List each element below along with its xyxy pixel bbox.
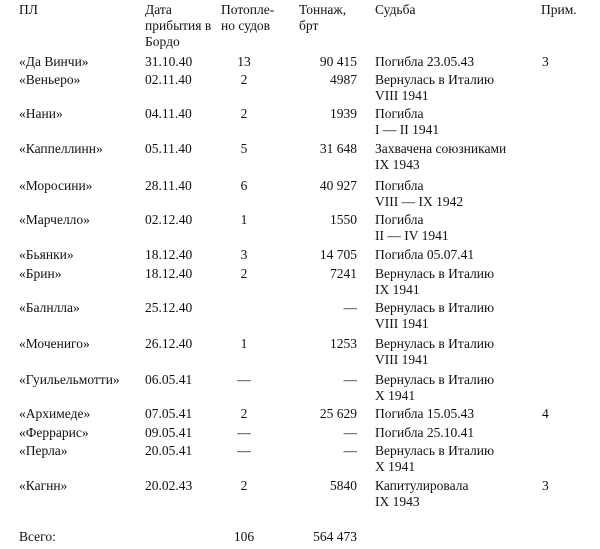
row-fate — [375, 336, 494, 368]
row-fate-line: VIII — IX 1942 — [375, 194, 464, 209]
header-date: Дата прибытия в Бордо — [145, 2, 212, 49]
row-fate — [375, 54, 474, 70]
row-tonnage: 90 415 — [319, 54, 357, 69]
row-name: «Феррарис» — [19, 425, 89, 440]
row-date: 06.05.41 — [145, 372, 193, 387]
total-sunk: 106 — [233, 529, 255, 544]
row-fate — [375, 178, 463, 210]
row-name: «Перла» — [19, 443, 68, 458]
row-fate-line: VIII 1941 — [375, 316, 429, 331]
row-fate-line: Погибла — [375, 106, 424, 121]
row-name: «Кагнн» — [19, 478, 68, 493]
row-sunk: 13 — [237, 54, 251, 69]
row-sunk: 2 — [240, 106, 248, 121]
row-fate-line: II — IV 1941 — [375, 228, 449, 243]
row-date: 05.11.40 — [145, 141, 192, 156]
row-fate-line: Вернулась в Италию — [375, 266, 495, 281]
row-date: 18.12.40 — [145, 266, 193, 281]
row-name: «Бьянки» — [19, 247, 74, 262]
row-tonnage: 40 927 — [319, 178, 357, 193]
row-tonnage: — — [343, 425, 357, 440]
row-date: 02.11.40 — [145, 72, 192, 87]
row-tonnage: — — [343, 372, 357, 387]
row-date: 20.05.41 — [145, 443, 193, 458]
row-name: «Брин» — [19, 266, 62, 281]
row-note: 3 — [542, 478, 549, 493]
row-fate-line: Погибла 25.10.41 — [375, 425, 475, 440]
row-fate — [375, 443, 494, 475]
row-tonnage: 7241 — [330, 266, 357, 281]
row-fate-line: Вернулась в Италию — [375, 300, 495, 315]
row-sunk: 2 — [240, 406, 248, 421]
row-tonnage: 14 705 — [319, 247, 357, 262]
row-fate — [375, 266, 494, 298]
row-note: 4 — [542, 406, 549, 421]
row-fate-line: Захвачена союзниками — [375, 141, 507, 156]
row-fate-line: IX 1943 — [375, 157, 420, 172]
row-name: «Каппеллинн» — [19, 141, 103, 156]
row-fate — [375, 141, 506, 173]
row-name: «Архимеде» — [19, 406, 91, 421]
row-tonnage: 1939 — [330, 106, 357, 121]
row-sunk: 5 — [240, 141, 248, 156]
row-fate-line: Погибла 05.07.41 — [375, 247, 475, 262]
row-sunk: 2 — [240, 72, 248, 87]
row-fate-line: Вернулась в Италию — [375, 372, 495, 387]
row-date: 28.11.40 — [145, 178, 192, 193]
row-name: «Да Винчи» — [19, 54, 89, 69]
total-tonnage: 564 473 — [313, 529, 357, 544]
row-fate — [375, 406, 474, 422]
row-sunk: — — [237, 425, 251, 440]
row-fate — [375, 106, 439, 138]
row-fate-line: X 1941 — [375, 459, 416, 474]
row-fate — [375, 425, 474, 441]
row-name: «Гуильельмотти» — [19, 372, 120, 387]
row-fate-line: Вернулась в Италию — [375, 72, 495, 87]
row-name: «Мочениго» — [19, 336, 90, 351]
row-fate-line: VIII 1941 — [375, 88, 429, 103]
row-fate-line: IX 1943 — [375, 494, 420, 509]
row-fate — [375, 300, 494, 332]
row-tonnage: — — [343, 443, 357, 458]
row-date: 26.12.40 — [145, 336, 193, 351]
row-name: «Нани» — [19, 106, 63, 121]
row-tonnage: 1550 — [330, 212, 357, 227]
row-sunk: 6 — [240, 178, 248, 193]
row-fate — [375, 212, 449, 244]
row-date: 09.05.41 — [145, 425, 193, 440]
row-date: 02.12.40 — [145, 212, 193, 227]
row-note: 3 — [542, 54, 549, 69]
row-fate-line: Вернулась в Италию — [375, 336, 495, 351]
row-date: 04.11.40 — [145, 106, 192, 121]
row-fate-line: I — II 1941 — [375, 122, 440, 137]
row-fate — [375, 72, 494, 104]
row-date: 20.02.43 — [145, 478, 193, 493]
row-fate-line: Погибла 23.05.43 — [375, 54, 475, 69]
row-fate-line: Вернулась в Италию — [375, 443, 495, 458]
header-sunk: Потопле-но судов — [221, 2, 275, 33]
row-sunk: — — [237, 443, 251, 458]
row-sunk: — — [237, 372, 251, 387]
row-fate-line: IX 1941 — [375, 282, 420, 297]
row-sunk: 1 — [240, 336, 248, 351]
row-sunk: 3 — [240, 247, 248, 262]
row-tonnage: 5840 — [330, 478, 357, 493]
total-label: Всего: — [19, 529, 56, 544]
header-tonnage: Тоннаж, брт — [299, 2, 347, 33]
row-fate — [375, 478, 468, 510]
row-fate-line: Погибла — [375, 212, 424, 227]
row-sunk: 1 — [240, 212, 248, 227]
row-fate-line: Погибла — [375, 178, 424, 193]
row-fate-line: VIII 1941 — [375, 352, 429, 367]
row-date: 18.12.40 — [145, 247, 193, 262]
row-name: «Моросини» — [19, 178, 93, 193]
row-sunk: 2 — [240, 266, 248, 281]
row-fate-line: X 1941 — [375, 388, 416, 403]
row-tonnage: — — [343, 300, 357, 315]
row-fate — [375, 247, 474, 263]
row-date: 31.10.40 — [145, 54, 193, 69]
row-date: 07.05.41 — [145, 406, 193, 421]
row-name: «Веньеро» — [19, 72, 81, 87]
row-fate-line: Погибла 15.05.43 — [375, 406, 475, 421]
row-tonnage: 1253 — [330, 336, 357, 351]
row-sunk: 2 — [240, 478, 248, 493]
row-name: «Балнлла» — [19, 300, 80, 315]
header-name: ПЛ — [19, 2, 38, 17]
row-date: 25.12.40 — [145, 300, 193, 315]
row-fate — [375, 372, 494, 404]
row-tonnage: 25 629 — [319, 406, 357, 421]
row-tonnage: 31 648 — [319, 141, 357, 156]
row-fate-line: Капитулировала — [375, 478, 469, 493]
row-tonnage: 4987 — [330, 72, 357, 87]
row-name: «Марчелло» — [19, 212, 90, 227]
header-note: Прим. — [541, 2, 577, 17]
header-fate: Судьба — [375, 2, 416, 17]
